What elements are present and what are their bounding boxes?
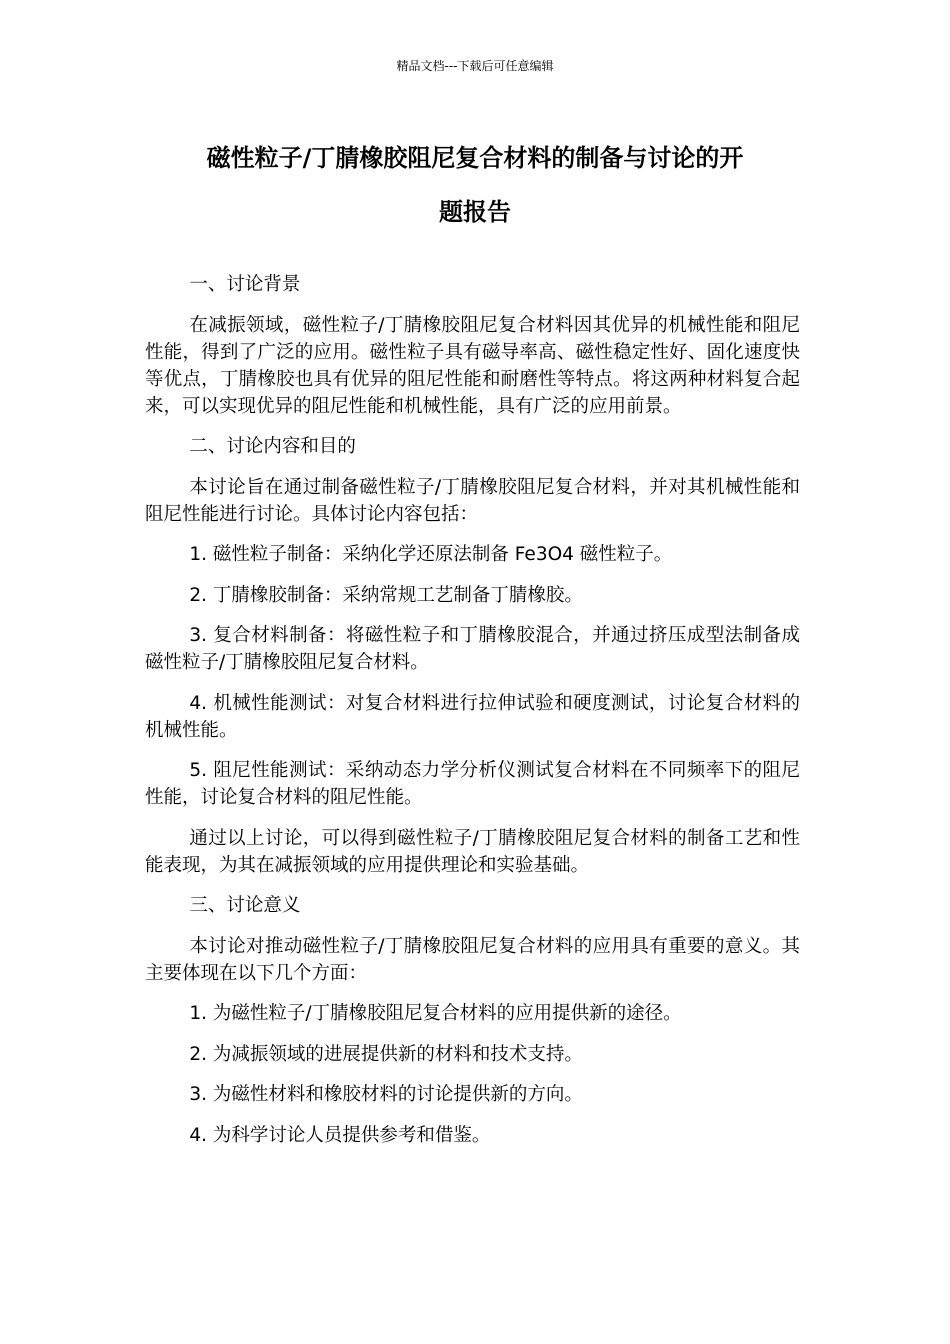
section-heading-significance: 三、讨论意义 xyxy=(189,895,301,916)
list-item-significance-1: 1. 为磁性粒子/丁腈橡胶阻尼复合材料的应用提供新的途径。 xyxy=(189,1003,682,1024)
list-item-significance-3: 3. 为磁性材料和橡胶材料的讨论提供新的方向。 xyxy=(189,1084,583,1105)
title-line-1: 磁性粒子/丁腈橡胶阻尼复合材料的制备与讨论的开 xyxy=(206,144,744,172)
paragraph-significance-intro: 本讨论对推动磁性粒子/丁腈橡胶阻尼复合材料的应用具有重要的意义。其主要体现在以下几个方面： xyxy=(145,935,800,984)
section-heading-content: 二、讨论内容和目的 xyxy=(189,436,356,457)
list-item-significance-4: 4. 为科学讨论人员提供参考和借鉴。 xyxy=(189,1124,491,1146)
paragraph-background: 在减振领域，磁性粒子/丁腈橡胶阻尼复合材料因其优异的机械性能和阻尼性能，得到了广泛的应用。磁性粒子具有磁导率高、磁性稳定性好、固化速度快等优点，丁腈橡胶也具有优异的阻尼性能和耐磨性等特点。将这两种材料复合起来，可以实现优异的阻尼性能和机械性能，具有广泛的应用前景。 xyxy=(145,314,800,417)
list-item-content-5: 5. 阻尼性能测试：采纳动态力学分析仪测试复合材料在不同频率下的阻尼性能，讨论复合材料的阻尼性能。 xyxy=(145,760,800,808)
title-line-2: 题报告 xyxy=(439,198,511,226)
list-item-significance-2: 2. 为减振领域的进展提供新的材料和技术支持。 xyxy=(189,1043,583,1065)
list-item-content-4: 4. 机械性能测试：对复合材料进行拉伸试验和硬度测试，讨论复合材料的机械性能。 xyxy=(145,692,800,741)
list-item-content-1: 1. 磁性粒子制备：采纳化学还原法制备 Fe3O4 磁性粒子。 xyxy=(189,544,673,565)
list-item-content-3: 3. 复合材料制备：将磁性粒子和丁腈橡胶混合，并通过挤压成型法制备成磁性粒子/丁腈橡胶阻尼复合材料。 xyxy=(145,625,800,673)
list-item-content-2: 2. 丁腈橡胶制备：采纳常规工艺制备丁腈橡胶。 xyxy=(189,584,583,606)
paragraph-content-intro: 本讨论旨在通过制备磁性粒子/丁腈橡胶阻尼复合材料，并对其机械性能和阻尼性能进行讨论。具体讨论内容包括： xyxy=(145,476,800,525)
document-title xyxy=(150,131,800,239)
section-heading-background: 一、讨论背景 xyxy=(189,274,301,295)
document-body xyxy=(145,271,800,1162)
paragraph-content-summary: 通过以上讨论，可以得到磁性粒子/丁腈橡胶阻尼复合材料的制备工艺和性能表现，为其在减振领域的应用提供理论和实验基础。 xyxy=(145,827,800,876)
header-note: 精品文档---下载后可任意编辑 xyxy=(396,59,554,73)
